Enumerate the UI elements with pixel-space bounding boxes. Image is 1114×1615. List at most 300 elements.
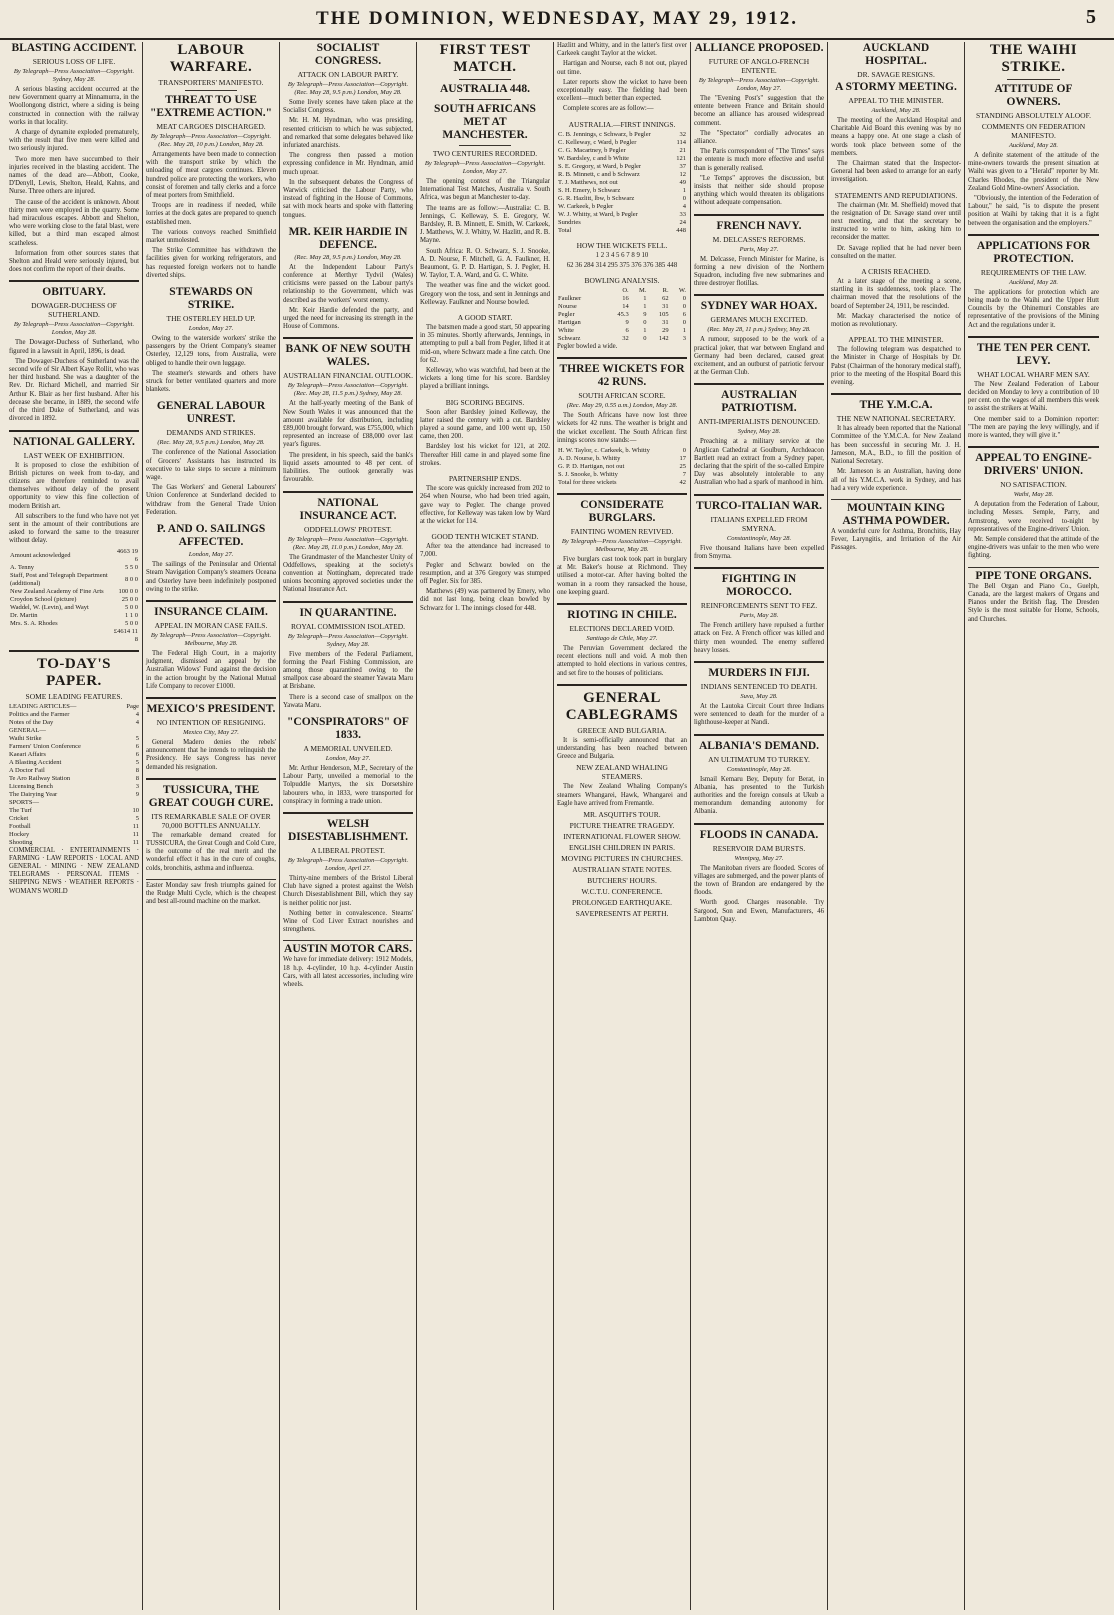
dateline: Suva, May 28. [740, 692, 778, 700]
divider [146, 778, 276, 780]
divider [694, 567, 824, 569]
paragraph: A charge of dynamite exploded prematurely, with the result that five men were killed and two seriously injured. [9, 129, 139, 153]
bowling-note: Pegler bowled a wide. [557, 343, 618, 351]
paragraph: All subscribers to the fund who have not yet sent in the amount of their contributions are asked to forward the same to the treasurer without delay. [9, 512, 139, 545]
section-good-start [420, 313, 550, 392]
dateline: Auckland, May 28. [1008, 142, 1059, 149]
subheadline: SOME LEADING FEATURES. [25, 691, 123, 701]
headline: MEXICO'S PRESIDENT. [146, 702, 276, 715]
headline: "CONSPIRATORS" OF 1833. [287, 715, 409, 741]
paragraph: The congress then passed a motion expressing confidence in Mr. Hyndman, amid much uproar. [283, 152, 413, 176]
paragraph: The Dowager-Duchess of Sutherland, who figured in a lawsuit in April, 1896, is dead. [9, 339, 139, 355]
paragraph: Mr. H. M. Hyndman, who was presiding, resented criticism to which he was subjected, and remarked that some delegates behaved like infuriated anarchists. [283, 117, 413, 150]
subheadline: STATEMENTS AND REPUDIATIONS. [834, 190, 958, 200]
headline: STEWARDS ON STRIKE. [169, 286, 253, 312]
paragraph: Mr. Jameson is an Australian, having done all of his Y.M.C.A. work in Sydney, and has had a very wide experience. [831, 468, 961, 492]
list-item: A Blasting Accident 5 [9, 758, 139, 766]
advertisement-austin [283, 940, 413, 989]
dateline: By Telegraph—Press Association—Copyright. Sydney, May 28. [287, 632, 409, 648]
table-row: R. B. Minnett, c and b Schwarz 12 [558, 170, 686, 178]
advertisement-asthma-powder [831, 499, 961, 553]
advertisement-pipe-tone-organs [968, 567, 1099, 624]
section-list: COMMERCIAL · ENTERTAINMENTS · FARMING · LAW REPORTS · LOCAL AND GENERAL · MINING · NEW ZEALAND TELEGRAMS · PERSONAL ITEMS · SHIPPING NEWS · WEATHER REPORTS · WOMAN'S WORLD [9, 846, 139, 895]
section-statements [831, 191, 961, 261]
dateline: By Telegraph—Press Association—Copyright. London, April 27. [287, 856, 409, 872]
dateline: Mexico City, May 27. [183, 728, 239, 736]
article-welsh-disestablishment [283, 818, 413, 934]
headline: ALBANIA'S DEMAND. [698, 739, 820, 752]
subheadline: ODDFELLOWS' PROTEST. [304, 524, 392, 534]
article-po-sailings [146, 523, 276, 594]
subheadline: DEMANDS AND STRIKES. [166, 428, 256, 438]
table-row: H. W. Taylor, c. Carkeek, b. Whitty 0 [558, 447, 686, 455]
article-quarantine [283, 607, 413, 710]
paragraph: The Grandmaster of the Manchester Unity of Oddfellows, speaking at the society's convention at Nottingham, deprecated trade unions becoming approved societies under the National Insurance Act. [283, 553, 413, 594]
headline: TURCO-ITALIAN WAR. [695, 499, 823, 512]
table-row: Pegler 45.3 9 105 6 [558, 311, 686, 319]
paragraph: The score was quickly increased from 202 to 264 when Nourse, who had been tried again, gave way to Pegler. The change proved effective, for Kelleway was taken low by Ward at the wicket for 114. [420, 485, 550, 525]
list-item: A Doctor Fail 8 [9, 766, 139, 774]
paragraph: The applications for protection which are being made to the Waihi and the Upper Hutt Councils by the Ohinemuri Constables are representative of the provisions of the Mining Act and the regulations under it. [968, 288, 1099, 329]
dateline: By Telegraph—Press Association—Copyright. (Rec. May 28, 11.0 p.m.) London, May 28. [287, 535, 409, 551]
scorecard-title: AUSTRALIA.—FIRST INNINGS. [568, 119, 676, 129]
divider [283, 601, 413, 603]
list-item: Notes of the Day 4 [9, 718, 139, 726]
table-row: C. G. Macartney, b Pegler 21 [558, 146, 686, 154]
divider [557, 493, 687, 495]
masthead [0, 0, 1114, 40]
divider [459, 99, 511, 100]
article-applications-protection [968, 240, 1099, 330]
list-item: Football 11 [9, 822, 139, 830]
paragraph: It is semi-officially announced that an understanding has been reached between Greece and Bulgaria. [557, 736, 687, 761]
paragraph: The steamer's stewards and others have struck for better ventilated quarters and more blankets. [146, 369, 276, 394]
dateline: Waihi, May 28. [1013, 491, 1054, 499]
headline: GENERAL LABOUR UNREST. [156, 400, 266, 426]
table-row: Hartigan 9 0 31 0 [558, 319, 686, 327]
paragraph: At a later stage of the meeting a scene, startling in its suddenness, took place. The chairman moved that the resolutions of the board of September 24, 1911, be rescinded. [831, 278, 961, 310]
dateline: Constantinople, May 28. [726, 534, 792, 542]
divider [185, 90, 237, 91]
paragraph: A wonderful cure for Asthma, Bronchitis, Hay Fever, Laryngitis, and Irritation of the Air Passages. [831, 527, 961, 552]
table-row: Schwarz 32 0 142 3 [558, 335, 686, 343]
article-burglars [557, 499, 687, 597]
paragraph: The teams are as follow:—Australia: C. B. Jennings, C. Kelleway, S. E. Gregory, W. Bardsley, R. B. Minnett, E. Smith, W. Carkeek, J. Matthews, W. J. Whitty, W. Hazlitt, and R. B. Mayne. [420, 204, 550, 245]
headline: OBITUARY. [42, 286, 106, 299]
column-7 [828, 42, 965, 1610]
list-item: GENERAL— [9, 726, 46, 734]
dateline: (Rec. May 28, 9.5 p.m.) London, May 28. [157, 439, 265, 447]
dateline: Winnipeg, May 27. [734, 854, 784, 862]
paragraph: A deputation from the Federation of Labour, including Messrs. Semple, Parry, and Armstrong, were received to-night by representatives of the Engine-drivers' Union. [968, 501, 1099, 533]
paragraph: Pegler and Schwarz bowled on the resumption, and at 376 Gregory was stumped off Pegler. Six for 385. [420, 561, 550, 585]
table-row: Mrs. S. A. Rhodes 5 0 0 [10, 619, 138, 627]
paragraph: Hazlitt and Whitty, and in the latter's first over Carkeek caught Taylor at the wicket. [557, 42, 687, 58]
paragraph: Hartigan and Nourse, each 8 not out, played out time. [557, 60, 687, 76]
headline: FLOODS IN CANADA. [699, 828, 819, 841]
dateline: London, May 27. [325, 754, 371, 762]
headline: TUSSICURA, THE GREAT COUGH CURE. [148, 783, 274, 809]
subheadline: REQUIREMENTS OF THE LAW. [980, 267, 1087, 277]
headline: NATIONAL INSURANCE ACT. [299, 496, 397, 522]
table-row [9, 628, 139, 644]
paragraph: Thirty-nine members of the Bristol Liberal Club have signed a protest against the Welsh Church Disestablishment Bill, which they say is neither politic nor just. [283, 874, 413, 907]
paragraph: The New Zealand Whaling Company's steamers Whangarei, Hawk, Whangarei and Eagle have arrived from Fremantle. [557, 783, 687, 807]
divider [557, 603, 687, 605]
contents-list [9, 703, 139, 847]
headline: INSURANCE CLAIM. [154, 605, 268, 618]
table-row: S. E. Gregory, st Ward, b Pegler 37 [558, 162, 686, 170]
wicket-runs: 62 36 284 314 295 375 376 376 385 448 [566, 261, 678, 269]
divider [146, 600, 276, 602]
paragraph: It is proposed to close the exhibition of British pictures on week from to-day, and citizens are therefore reminded to avail themselves without delay of the present opportunity to view this fine collection of modern British art. [9, 461, 139, 510]
donations-table [9, 548, 139, 644]
headline: MOUNTAIN KING ASTHMA POWDER. [842, 501, 950, 527]
column-6 [691, 42, 828, 1610]
paragraph: The sailings of the Peninsular and Oriental Steam Navigation Company's steamers Oceana and Osterley have been indefinitely postponed owing to the strike. [146, 561, 276, 593]
subheadline: A STORMY MEETING. [835, 81, 957, 93]
subheadline: APPEAL TO THE MINISTER. [848, 335, 944, 345]
list-item: The Dairying Year 9 [9, 790, 139, 798]
paragraph: Later reports show the wicket to have been exceptionally easy. The fielding had been excellent—much better than expected. [557, 78, 687, 103]
article-three-wickets [557, 363, 687, 487]
article-canada-floods [694, 829, 824, 924]
paragraph: At the Lautoka Circuit Court three Indians were sentenced to death for the murder of a lighthouse-keeper at Nandi. [694, 702, 824, 727]
subheadline: GERMANS MUCH EXCITED. [710, 315, 808, 325]
table-row: W. Carkeek, b Pegler 4 [558, 202, 686, 210]
paragraph: Some lively scenes have taken place at the Socialist Congress. [283, 99, 413, 115]
paragraph: The Dowager-Duchess of Sutherland was the second wife of Sir Albert Kaye Rollit, who was her third husband. She was a daughter of the Rev. Dr. Richard Michell, and married Sir Arthur K. Blair as her first husband. After his decease she became, in 1889, the second wife of the third Duke of Sutherland, and was divorced in 1892. [9, 357, 139, 423]
paragraph: South Africa: R. O. Schwarz, S. J. Snooke, A. D. Nourse, F. Mitchell, G. A. Faulkner, H. Beaumont, G. P. D. Hartigan, S. J. Pegler, H. W. Taylor, T. A. Ward, and G. C. White. [420, 247, 550, 280]
subheadline: THREAT TO USE "EXTREME ACTION." [149, 94, 273, 119]
divider [831, 393, 961, 395]
table-row: S. H. Emery, b Schwarz 1 [558, 186, 686, 194]
headline: AUSTIN MOTOR CARS. [284, 943, 412, 956]
newspaper-title: THE DOMINION, WEDNESDAY, MAY 29, 1912. [316, 8, 798, 29]
advertisement-rudge [146, 879, 276, 907]
donations-total: £4614 11 8 [113, 627, 138, 643]
paragraph: One member said to a Dominion reporter: "The men are paying the levy willingly, and if more is wanted, they will give it." [968, 415, 1099, 440]
newspaper-columns [6, 42, 1108, 1610]
dateline: By Telegraph—Press Association—Copyright. London, May 27. [698, 77, 820, 92]
article-first-test-match [420, 42, 550, 307]
paragraph: Troops are in readiness if needed, while lorries at the dock gates are prepared to quench established men. [146, 202, 276, 226]
divider [694, 734, 824, 736]
paragraph: The meeting of the Auckland Hospital and Charitable Aid Board this evening was by no means a happy one. At one stage a clash of words took place between some of the members. [831, 117, 961, 157]
headline: SYDNEY WAR HOAX. [700, 300, 818, 313]
table-row: C. Kelleway, c Ward, b Pegler 114 [558, 138, 686, 146]
dateline: Constantinople, May 28. [726, 765, 792, 773]
paragraph: The Peruvian Government declared the recent elections null and void. A mob then attempted to hold elections in various centres, and set fire to the houses of politicians. [557, 645, 687, 677]
dateline: London, May 27. [188, 551, 234, 559]
subheadline: FAINTING WOMEN REVIVED. [570, 527, 674, 537]
list-item: Kaeari Affairs 6 [9, 750, 139, 758]
divider [968, 336, 1099, 338]
paragraph: "Le Temps" approves the discussion, but insists that neither side should propose anything which would threaten its obligations without adequate compensation. [694, 174, 824, 207]
subheadline: SOUTH AFRICAN SCORE. [578, 391, 666, 401]
table-row: A. Tenny 5 5 0 [10, 563, 138, 571]
headline: FIGHTING IN MOROCCO. [721, 573, 797, 599]
article-ymca [831, 399, 961, 493]
table-row: G. R. Hazlitt, lbw, b Schwarz 0 [558, 194, 686, 202]
section-appeal-minister [831, 335, 961, 387]
subheadline: PICTURE THEATRE TRAGEDY. [569, 821, 675, 831]
headline: LABOUR WARFARE. [169, 42, 253, 75]
article-fiji-murders [694, 667, 824, 728]
list-item: Waihi Strike 5 [9, 734, 139, 742]
sa-score-table [557, 447, 687, 487]
dateline: (Rec. May 28, 11 p.m.) Sydney, May 28. [707, 326, 811, 334]
paragraph: Five thousand Italians have been expelled from Smyrna. [694, 544, 824, 560]
paragraph: At the Independent Labour Party's conference at Merthyr Tydvil (Wales) criticisms were passed on the Labour party's relationship to the Government, which was described as the workers' worst enemy. [283, 263, 413, 304]
paragraph: Five burglars cast took took part in burglary at Mr. Baker's house at Richmond. They utilised a motor-car. After having bolted the woman in a room they ransacked the house, one keeping guard. [557, 556, 687, 596]
paragraph: Dr. Savage replied that he had never been consulted on the matter. [831, 244, 961, 260]
dateline: By Telegraph—Press Association—Copyright. (Rec. May 28, 11.5 p.m.) Sydney, May 28. [287, 382, 409, 398]
total-row: Total 448 [558, 226, 686, 234]
paragraph: Easter Monday saw fresh triumphs gained for the Rudge Multi Cycle, which is the cheapest and best all-round machine on the market. [146, 881, 276, 906]
subheadline: GOOD TENTH WICKET STAND. [431, 532, 539, 542]
subheadline: APPEAL TO THE MINISTER. [848, 96, 944, 105]
subheadline: LAST WEEK OF EXHIBITION. [23, 450, 125, 460]
paragraph: Kelleway, who was watchful, had been at the wickets a long time for his score. Bardsley played a brilliant innings. [420, 367, 550, 391]
dateline: Santiago de Chile, May 27. [586, 635, 658, 643]
subheadline: TRANSPORTERS' MANIFESTO. [158, 78, 264, 87]
table-row: New Zealand Academy of Fine Arts 100 0 0 [10, 587, 138, 595]
paragraph: Bardsley lost his wicket for 121, at 202. Thereafter Hill came in and played some fine strokes. [420, 443, 550, 467]
subheadline: HOW THE WICKETS FELL. [576, 240, 668, 250]
subheadline: NEW ZEALAND WHALING STEAMERS. [576, 763, 668, 782]
dateline: Paris, May 28. [739, 612, 779, 620]
advertisement-tussicura [146, 784, 276, 873]
subheadline: MOVING PICTURES IN CHURCHES. [561, 854, 683, 864]
dateline: Paris, May 27. [739, 245, 779, 253]
paragraph: Worth good. Charges reasonable. Try Sargood, Son and Ewen, Manufacturers, 46 Lambton Quay. [694, 899, 824, 923]
subheadline: APPEAL IN MORAN CASE FAILS. [154, 620, 268, 630]
article-morocco [694, 573, 824, 655]
paragraph: A definite statement of the attitude of the mine-owners towards the present situation at Waihi was given to a "Herald" reporter by Mr. Charles Rhodes, the president of the New Zealand Gold Mine-owners' Association. [968, 152, 1099, 192]
subheadline: A CRISIS REACHED. [861, 267, 931, 277]
wickets-fell [557, 241, 687, 270]
subheadline: NO SATISFACTION. [1000, 480, 1067, 490]
article-socialist-congress [283, 42, 413, 220]
list-item: Hockey 11 [9, 830, 139, 838]
dateline: (Rec. May 29, 0.55 a.m.) London, May 28. [566, 402, 678, 410]
article-waihi-strike [968, 42, 1099, 228]
article-sydney-war-hoax [694, 300, 824, 377]
article-keir-hardie [283, 226, 413, 332]
subheadline: DOWAGER-DUCHESS OF SUTHERLAND. [31, 301, 117, 320]
paragraph: General Madero denies the rebels' announcement that he intends to relinquish the Presidency. He says Congress has never demanded his resignation. [146, 738, 276, 771]
article-turco-italian-war [694, 500, 824, 561]
paragraph: Arrangements have been made to connection with the transport strike by which the unloading of meat cargoes continues. Eleven hundred police are protecting the workers, who consist of foremen and tally clerks and a force of meat porters from Smithfield. [146, 151, 276, 200]
paragraph: Complete scores are as follow:— [563, 105, 654, 113]
divider [459, 79, 511, 80]
paragraph: The "Evening Post's" suggestion that the entente between France and Britain should become an alliance has aroused widespread comment. [694, 95, 824, 127]
subheadline: ENGLISH CHILDREN IN PARIS. [569, 843, 675, 853]
table-row: Sundries 24 [558, 218, 686, 226]
headline: IN QUARANTINE. [299, 606, 397, 619]
table-row: Croydon School (picture) 25 0 0 [10, 595, 138, 603]
divider [557, 357, 687, 359]
subheadline: RESERVOIR DAM BURSTS. [712, 843, 806, 853]
paragraph: The Bell Organ and Piano Co., Guelph, Canada, are the largest makers of Organs and Pianos under the British flag. The Dresden Style is the most suitable for Home, Schools, and Churches. [968, 582, 1099, 623]
list-item: Licensing Bench 3 [9, 782, 139, 790]
section-crisis [831, 267, 961, 329]
headline: GENERAL CABLEGRAMS [565, 689, 679, 723]
divider [694, 214, 824, 216]
table-row: White 6 1 29 1 [558, 327, 686, 335]
column-1 [6, 42, 143, 1610]
subheadline: AN ULTIMATUM TO TURKEY. [708, 754, 810, 764]
paragraph: The South Africans have now lost three wickets for 42 runs. The weather is bright and the wicket excellent. The South African first innings scores now stands:— [557, 412, 687, 444]
scorecard [557, 120, 687, 235]
divider [694, 494, 824, 496]
article-french-navy [694, 220, 824, 289]
article-stewards-strike [146, 286, 276, 394]
table-row: Staff, Post and Telegraph Department (additional) 8 0 0 [10, 571, 138, 587]
scorecard-table [557, 131, 687, 235]
article-albania [694, 740, 824, 817]
list-item: The Turf 10 [9, 806, 139, 814]
paragraph: The batsmen made a good start, 50 appearing in 35 minutes. Shortly afterwards, Jennings, in attempting to pull a ball from Pegler, lifted it at mid-on, where Schwarz made a fine catch. One for 62. [420, 324, 550, 364]
subheadline: BUTCHERS' HOURS. [587, 876, 657, 886]
headline: NATIONAL GALLERY. [13, 435, 135, 448]
subheadline: GREECE AND BULGARIA. [577, 725, 667, 735]
headline: FRENCH NAVY. [716, 219, 802, 232]
divider [694, 294, 824, 296]
article-test-continued [557, 42, 687, 114]
paragraph: The cause of the accident is unknown. About thirty men were employed in the quarry. Some had miraculous escapes. Abbott and Shelton, who were working close to the fatal blast, were killed, but a third man escaped almost scatheless. [9, 198, 139, 247]
divider [283, 337, 413, 339]
headline: THE Y.M.C.A. [859, 399, 933, 412]
article-national-insurance [283, 497, 413, 595]
list-item: Cricket 5 [9, 814, 139, 822]
dateline: By Telegraph—Press Association—Copyright. Melbourne, May 28. [150, 631, 272, 647]
headline: THE WAIHI STRIKE. [989, 42, 1078, 75]
article-mexico-president [146, 703, 276, 772]
paragraph: There is a second case of smallpox on the Yawata Maru. [283, 693, 413, 709]
column-3 [280, 42, 417, 1610]
paragraph: The opening contest of the Triangular International Test Matches, Australia v. South Africa, was begun at Manchester to-day. [420, 178, 550, 202]
subheadline: MEAT CARGOES DISCHARGED. [156, 122, 266, 131]
paragraph: We have for immediate delivery: 1912 Models, 18 h.p. 4-cylinder, 10 h.p. 4-cylinder Austin Cars, with all latest accessories, including wire wheels. [283, 956, 413, 988]
paragraph: Ismail Kemaru Bey, Deputy for Berat, in Albania, has presented to the Turkish authorities and the foreign consuls at Ukub a memorandum demanding autonomy for Albania. [694, 775, 824, 816]
headline: SOCIALIST CONGRESS. [314, 42, 382, 67]
headline: APPEAL TO ENGINE-DRIVERS' UNION. [975, 452, 1092, 478]
subheadline: PROLONGED EARTHQUAKE. [572, 898, 672, 908]
headline: BANK OF NEW SOUTH WALES. [285, 343, 411, 369]
paragraph: Nothing better in convalescence. Stearns' Wine of Cod Liver Extract nourishes and strengthens. [283, 909, 413, 934]
paragraph: The Strike Committee has withdrawn the facilities given for working refrigerators, and has requested foreign workers not to handle diverted ships. [146, 247, 276, 279]
headline: THREE WICKETS FOR 42 RUNS. [559, 363, 685, 389]
divider [968, 234, 1099, 236]
subheadline: COMMENTS ON FEDERATION MANIFESTO. [981, 122, 1086, 140]
subheadline: DR. SAVAGE RESIGNS. [857, 70, 935, 79]
subheadline: ATTACK ON LABOUR PARTY. [297, 70, 399, 79]
table-row: G. P. D. Hartigan, not out 25 [558, 463, 686, 471]
dateline: By Telegraph—Press Association—Copyright. (Rec. May 28, 10 p.m.) London, May 28. [150, 133, 272, 148]
article-ten-per-cent-levy [968, 342, 1099, 440]
column-5 [554, 42, 691, 1610]
paragraph: Owing to the waterside workers' strike the passengers by the Orient Company's steamer Osterley, 12,129 tons, from Australia, were obliged to handle their own luggage. [146, 335, 276, 367]
table-row: T. J. Matthews, not out 49 [558, 178, 686, 186]
subheadline: ITS REMARKABLE SALE OF OVER 70,000 BOTTLES ANNUALLY. [151, 811, 271, 830]
paragraph: The conference of the National Association of Grocers' Assistants has instructed its executive to take steps to secure a minimum wage. [146, 449, 276, 482]
paragraph: Five members of the Federal Parliament, forming the Pearl Fishing Commission, are among those quarantined owing to the smallpox case aboard the steamer Yawata Maru at Brisbane. [283, 650, 413, 691]
list-item: LEADING ARTICLES— Page [9, 702, 139, 710]
dateline: Sydney, May 28. [737, 428, 781, 436]
divider [968, 446, 1099, 448]
table-row: Waddel, W. (Levin), and Wayt 5 0 0 [10, 603, 138, 611]
subheadline: MR. ASQUITH'S TOUR. [583, 810, 661, 820]
table-row: A. D. Nourse, b. Whitty 17 [558, 455, 686, 463]
paragraph: The remarkable demand created for TUSSICURA, the Great Cough and Cold Cure, is the outcome of the real merit and the wonderful effect it has in the cure of coughs, colds, bronchitis, asthma and influenza. [146, 831, 276, 872]
dateline: Auckland, May 28. [1008, 278, 1059, 286]
column-8 [965, 42, 1102, 1610]
list-item: Politics and the Farmer 4 [9, 710, 139, 718]
table-row: W. J. Whitty, st Ward, b Pegler 33 [558, 210, 686, 218]
table-row: Nourse 14 1 31 0 [558, 303, 686, 311]
section-partnership-ends [420, 474, 550, 526]
subheadline: AUSTRALIAN STATE NOTES. [572, 865, 672, 875]
divider [283, 491, 413, 493]
subheadline: BIG SCORING BEGINS. [445, 397, 525, 407]
headline: WELSH DISESTABLISHMENT. [287, 817, 409, 843]
table-row: Faulkner 16 1 62 0 [558, 295, 686, 303]
article-blasting-accident [9, 42, 139, 274]
paragraph: Mr. Keir Hardie defended the party, and urged the need for increasing its strength in the House of Commons. [283, 306, 413, 331]
paragraph: The various convoys reached Smithfield market unmolested. [146, 228, 276, 245]
paragraph: It has already been reported that the National Committee of the Y.M.C.A. for New Zealand has been successful in securing Mr. J. H. Jameson, M.A., B.D., to fill the position of National Secretary. [831, 425, 961, 466]
list-item: Shooting 11 [9, 838, 139, 846]
subheadline: THE OSTERLEY HELD UP. [166, 314, 256, 324]
article-obituary [9, 286, 139, 423]
subheadline: FUTURE OF ANGLO-FRENCH ENTENTE. [708, 57, 810, 75]
headline: TO-DAY'S PAPER. [36, 655, 112, 689]
subheadline: ATTITUDE OF OWNERS. [994, 83, 1073, 108]
paragraph: The Gas Workers' and General Labourers' Union Conference at Sunderland decided to withdraw from the General Trade Union Federation. [146, 484, 276, 516]
article-national-gallery [9, 436, 139, 644]
table-header: O. M. R. W. [622, 287, 686, 295]
subheadline: ROYAL COMMISSION ISOLATED. [290, 621, 406, 631]
paragraph: After tea the attendance had increased to 7,000. [420, 543, 550, 559]
subheadline: W.C.T.U. CONFERENCE. [581, 887, 663, 897]
dateline: By Telegraph—Press Association—Copyright. London, May 28. [13, 321, 135, 337]
table-row: Amount acknowledged 4663 19 6 [10, 547, 138, 563]
headline: APPLICATIONS FOR PROTECTION. [976, 239, 1091, 265]
headline: AUCKLAND HOSPITAL. [862, 42, 930, 67]
divider [146, 697, 276, 699]
total-row: Total for three wickets 42 [558, 479, 686, 487]
table-row: W. Bardsley, c and b White 121 [558, 154, 686, 162]
subheadline: STANDING ABSOLUTELY ALOOF. [975, 111, 1092, 120]
headline: MR. KEIR HARDIE IN DEFENCE. [288, 225, 408, 251]
subheadline: SERIOUS LOSS OF LIFE. [32, 57, 116, 66]
subheadline: BOWLING ANALYSIS. [584, 276, 660, 286]
article-labour-unrest [146, 400, 276, 517]
headline: BLASTING ACCIDENT. [11, 42, 137, 54]
dateline: By Telegraph—Press Association—Copyright. Sydney, May 28. [13, 68, 135, 83]
headline: RIOTING IN CHILE. [567, 609, 677, 622]
subheadline: THE NEW NATIONAL SECRETARY. [836, 414, 956, 424]
subheadline: TWO CENTURIES RECORDED. [432, 149, 538, 158]
article-auckland-hospital [831, 42, 961, 185]
headline: THE TEN PER CENT. LEVY. [976, 341, 1091, 367]
headline: FIRST TEST MATCH. [439, 42, 531, 75]
paragraph: The Federal High Court, in a majority judgment, dismissed an appeal by the Australian Widows' Fund against the decision in the action brought by the National Mutual Life Company to recover £1000. [146, 649, 276, 690]
divider [694, 661, 824, 663]
paragraph: In the subsequent debates the Congress of Warwick criticised the Labour Party, who instead of fighting in the House of Commons, sat with mock hearts and spoke with flattering tongues. [283, 178, 413, 219]
